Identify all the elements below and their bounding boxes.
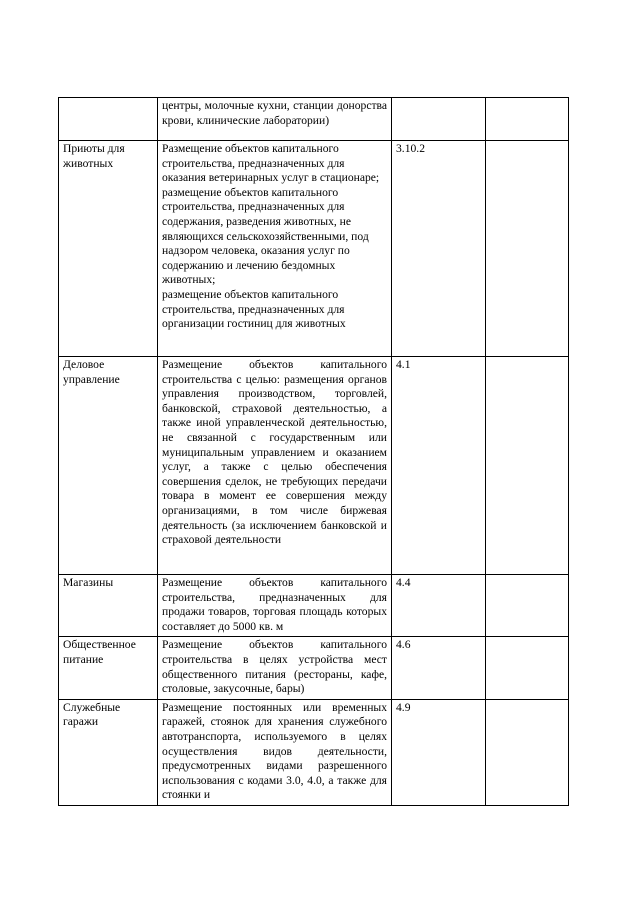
description-paragraph: центры, молочные кухни, станции донорства крови, клинические лаборатории) — [162, 99, 387, 127]
description-paragraph: Размещение объектов капитального строительства, предназначенных для оказания ветеринарных услуг в стационаре; — [162, 142, 380, 185]
use-description-cell — [158, 699, 392, 805]
description-paragraph: Размещение постоянных или временных гаражей, стоянок для хранения служебного автотранспорта, используемого в целях осуществления видов деятельности, предусмотренных видами разрешенного использования с кодами 3.0, 4.0, а также для стоянки и — [162, 700, 387, 802]
land-use-table — [58, 97, 569, 806]
use-description-cell — [158, 575, 392, 637]
use-description-cell — [158, 98, 392, 141]
use-code-cell: 4.6 — [392, 637, 486, 699]
use-name-cell — [59, 98, 158, 141]
use-code-cell: 4.1 — [392, 357, 486, 575]
use-description-cell — [158, 357, 392, 575]
note-cell — [486, 141, 569, 357]
use-name-cell: Приюты для животных — [59, 141, 158, 357]
use-code-cell: 4.4 — [392, 575, 486, 637]
note-cell — [486, 575, 569, 637]
table-row — [59, 141, 569, 357]
note-cell — [486, 98, 569, 141]
table-row — [59, 637, 569, 699]
use-code-cell: 4.9 — [392, 699, 486, 805]
use-name-cell: Общественное питание — [59, 637, 158, 699]
use-code-cell: 3.10.2 — [392, 141, 486, 357]
table-row — [59, 575, 569, 637]
description-paragraph: размещение объектов капитального строительства, предназначенных для организации гостиниц для животных — [162, 287, 346, 331]
use-code-cell — [392, 98, 486, 141]
note-cell — [486, 637, 569, 699]
note-cell — [486, 357, 569, 575]
use-name-cell: Служебные гаражи — [59, 699, 158, 805]
description-paragraph: Размещение объектов капитального строительства в целях устройства мест общественного питания (рестораны, кафе, столовые, закусочные, бары) — [162, 638, 387, 696]
table-row — [59, 357, 569, 575]
table-row — [59, 98, 569, 141]
description-paragraph: Размещение объектов капитального строительства с целью: размещения органов управления производством, торговлей, банковской, страховой деятельностью, а также иной управленческой деятельностью, не связанной с государственным или муниципальным управлением и оказанием услуг, а также с целью обеспечения совершения сделок, не требующих передачи товара в момент ее совершения между организациями, в том числе биржевая деятельность (за исключением банковской и страховой деятельности — [162, 358, 387, 547]
use-name-cell: Деловое управление — [59, 357, 158, 575]
description-paragraph: размещение объектов капитального строительства, предназначенных для содержания, разведения животных, не являющихся сельскохозяйственными, под надзором человека, оказания услуг по содержанию и лечению бездомных животных; — [162, 185, 369, 287]
use-name-cell: Магазины — [59, 575, 158, 637]
use-description-cell — [158, 141, 392, 357]
description-paragraph: Размещение объектов капитального строительства, предназначенных для продажи товаров, торговая площадь которых составляет до 5000 кв. м — [162, 576, 387, 633]
note-cell — [486, 699, 569, 805]
table-row — [59, 699, 569, 805]
use-description-cell — [158, 637, 392, 699]
